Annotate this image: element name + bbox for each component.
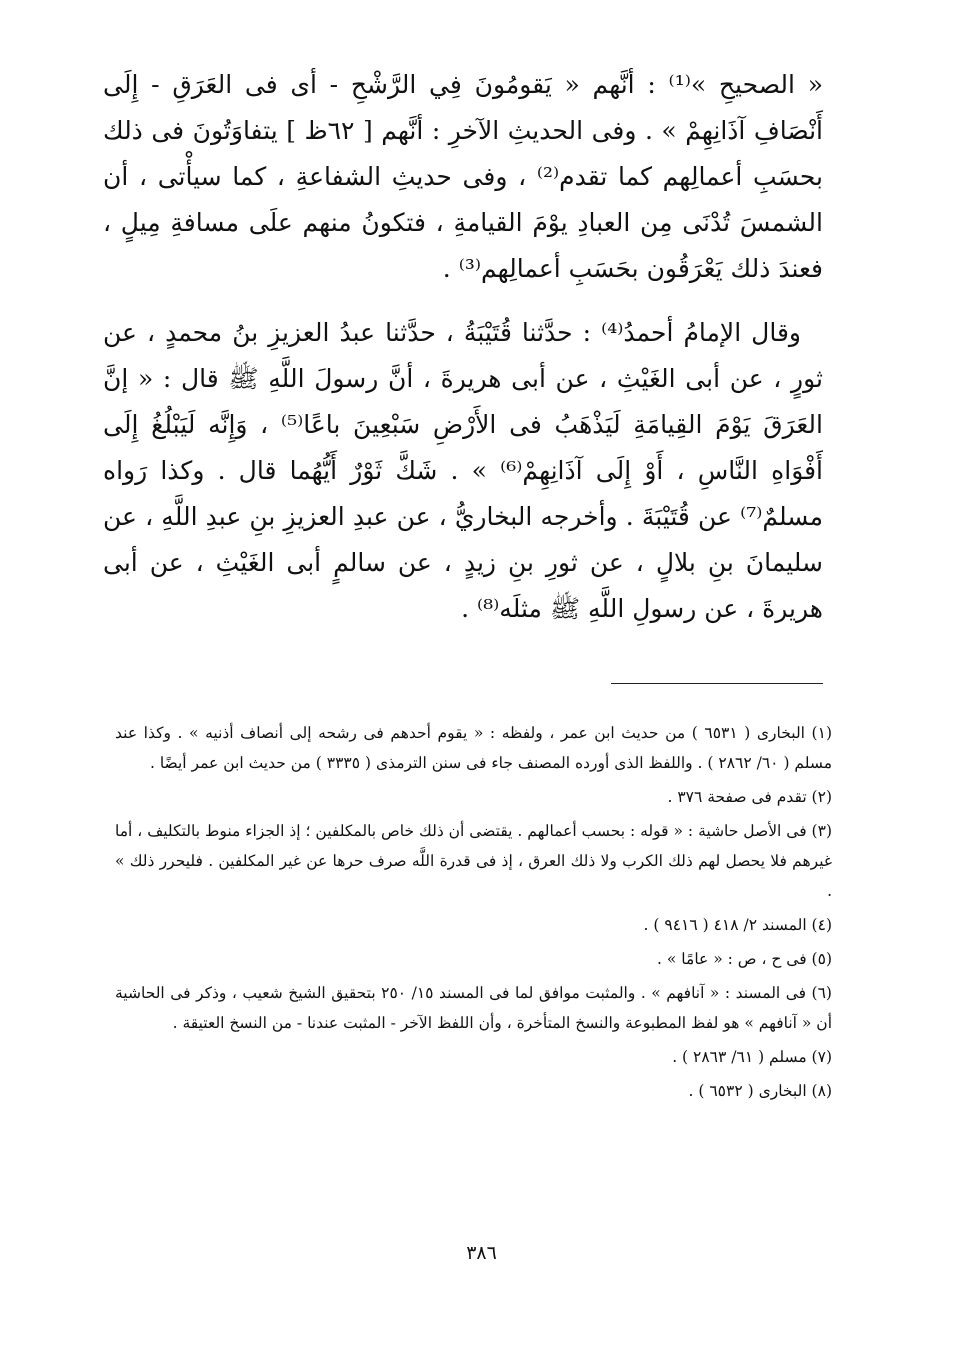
footnote-separator bbox=[611, 683, 823, 684]
footnotes bbox=[115, 718, 832, 1110]
footnote-2: (٢) تقدم فى صفحة ٣٧٦ . bbox=[667, 788, 832, 806]
footnote-7: (٧) مسلم ( ٦١/ ٢٨٦٣ ) . bbox=[672, 1048, 832, 1066]
footnote-6: (٦) فى المسند : « آنافهم » . والمثبت موافق لما فى المسند ١٥/ ٢٥٠ بتحقيق الشيخ شعيب ، وذكر فى الحاشية أن « آنافهم » هو لفظ المطبوعة والنسخ المتأخرة ، وأن اللفظ الآخر - المثبت عندنا - من النسخ العتيقة . bbox=[115, 984, 832, 1032]
footnote-8: (٨) البخارى ( ٦٥٣٢ ) . bbox=[688, 1082, 832, 1100]
footnote-1: (١) البخارى ( ٦٥٣١ ) من حديث ابن عمر ، ولفظه : « يقوم أحدهم فى رشحه إلى أنصاف أذنيه » . وكذا عند مسلم ( ٦٠/ ٢٨٦٢ ) . واللفظ الذى أورده المصنف جاء فى سنن الترمذى ( ٣٣٣٥ ) من حديث ابن عمر أيضًا . bbox=[115, 724, 832, 772]
page-number: ٣٨٦ bbox=[466, 1242, 497, 1264]
main-text bbox=[103, 62, 823, 632]
body-paragraph-1: « الصحيحِ »⁽¹⁾ : أنَّهم « يَقومُونَ فِي الرَّشْحِ - أى فى العَرَقِ - إِلَى أَنْصَافِ آذَانِهِمْ » . وفى الحديثِ الآخرِ : أنَّهم [ ٦٢ظ ] يتفاوَتُونَ فى ذلك بحسَبِ أعمالِهم كما تقدم⁽²⁾ ، وفى حديثِ الشفاعةِ ، كما سيأْتى ، أن الشمسَ تُدْنَى مِن العبادِ يوْمَ القيامةِ ، فتكونُ منهم علَى مسافةِ مِيلٍ ، فعندَ ذلك يَعْرَقُون بحَسَبِ أعمالِهم⁽³⁾ . bbox=[103, 70, 823, 283]
footnote-5: (٥) فى ح ، ص : « عامًا » . bbox=[657, 950, 832, 968]
footnote-3: (٣) فى الأصل حاشية : « قوله : بحسب أعمالهم . يقتضى أن ذلك خاص بالمكلفين ؛ إذ الجزاء منوط بالتكليف ، أما غيرهم فلا يحصل لهم ذلك الكرب ولا ذلك العرق ، إذ فى قدرة اللَّه صرف حرها عن غير المكلفين . فليحرر ذلك » . bbox=[115, 822, 832, 900]
body-paragraph-2: وقال الإمامُ أحمدُ⁽⁴⁾ : حدَّثنا قُتَيْبَةُ ، حدَّثنا عبدُ العزيزِ بنُ محمدٍ ، عن ثورٍ ، عن أبى الغَيْثِ ، عن أبى هريرةَ ، أنَّ رسولَ اللَّهِ ﷺ قال : « إنَّ العَرَقَ يَوْمَ القِيامَةِ لَيَذْهَبُ فى الأَرْضِ سَبْعِينَ باعًا⁽⁵⁾ ، وَإِنَّه لَيَبْلُغُ إِلَى أَفْوَاهِ النَّاسِ ، أَوْ إِلَى آذَانِهِمْ⁽⁶⁾ » . شَكَّ ثَوْرٌ أَيُّهُما قال . وكذا رَواه مسلمٌ⁽⁷⁾ عن قُتَيْبَةَ . وأخرجه البخاريُّ ، عن عبدِ العزيزِ بنِ عبدِ اللَّهِ ، عن سليمانَ بنِ بلالٍ ، عن ثورِ بنِ زيدٍ ، عن سالمٍ أبى الغَيْثِ ، عن أبى هريرةَ ، عن رسولِ اللَّهِ ﷺ مثلَه⁽⁸⁾ . bbox=[103, 318, 823, 623]
footnote-4: (٤) المسند ٢/ ٤١٨ ( ٩٤١٦ ) . bbox=[643, 916, 832, 934]
